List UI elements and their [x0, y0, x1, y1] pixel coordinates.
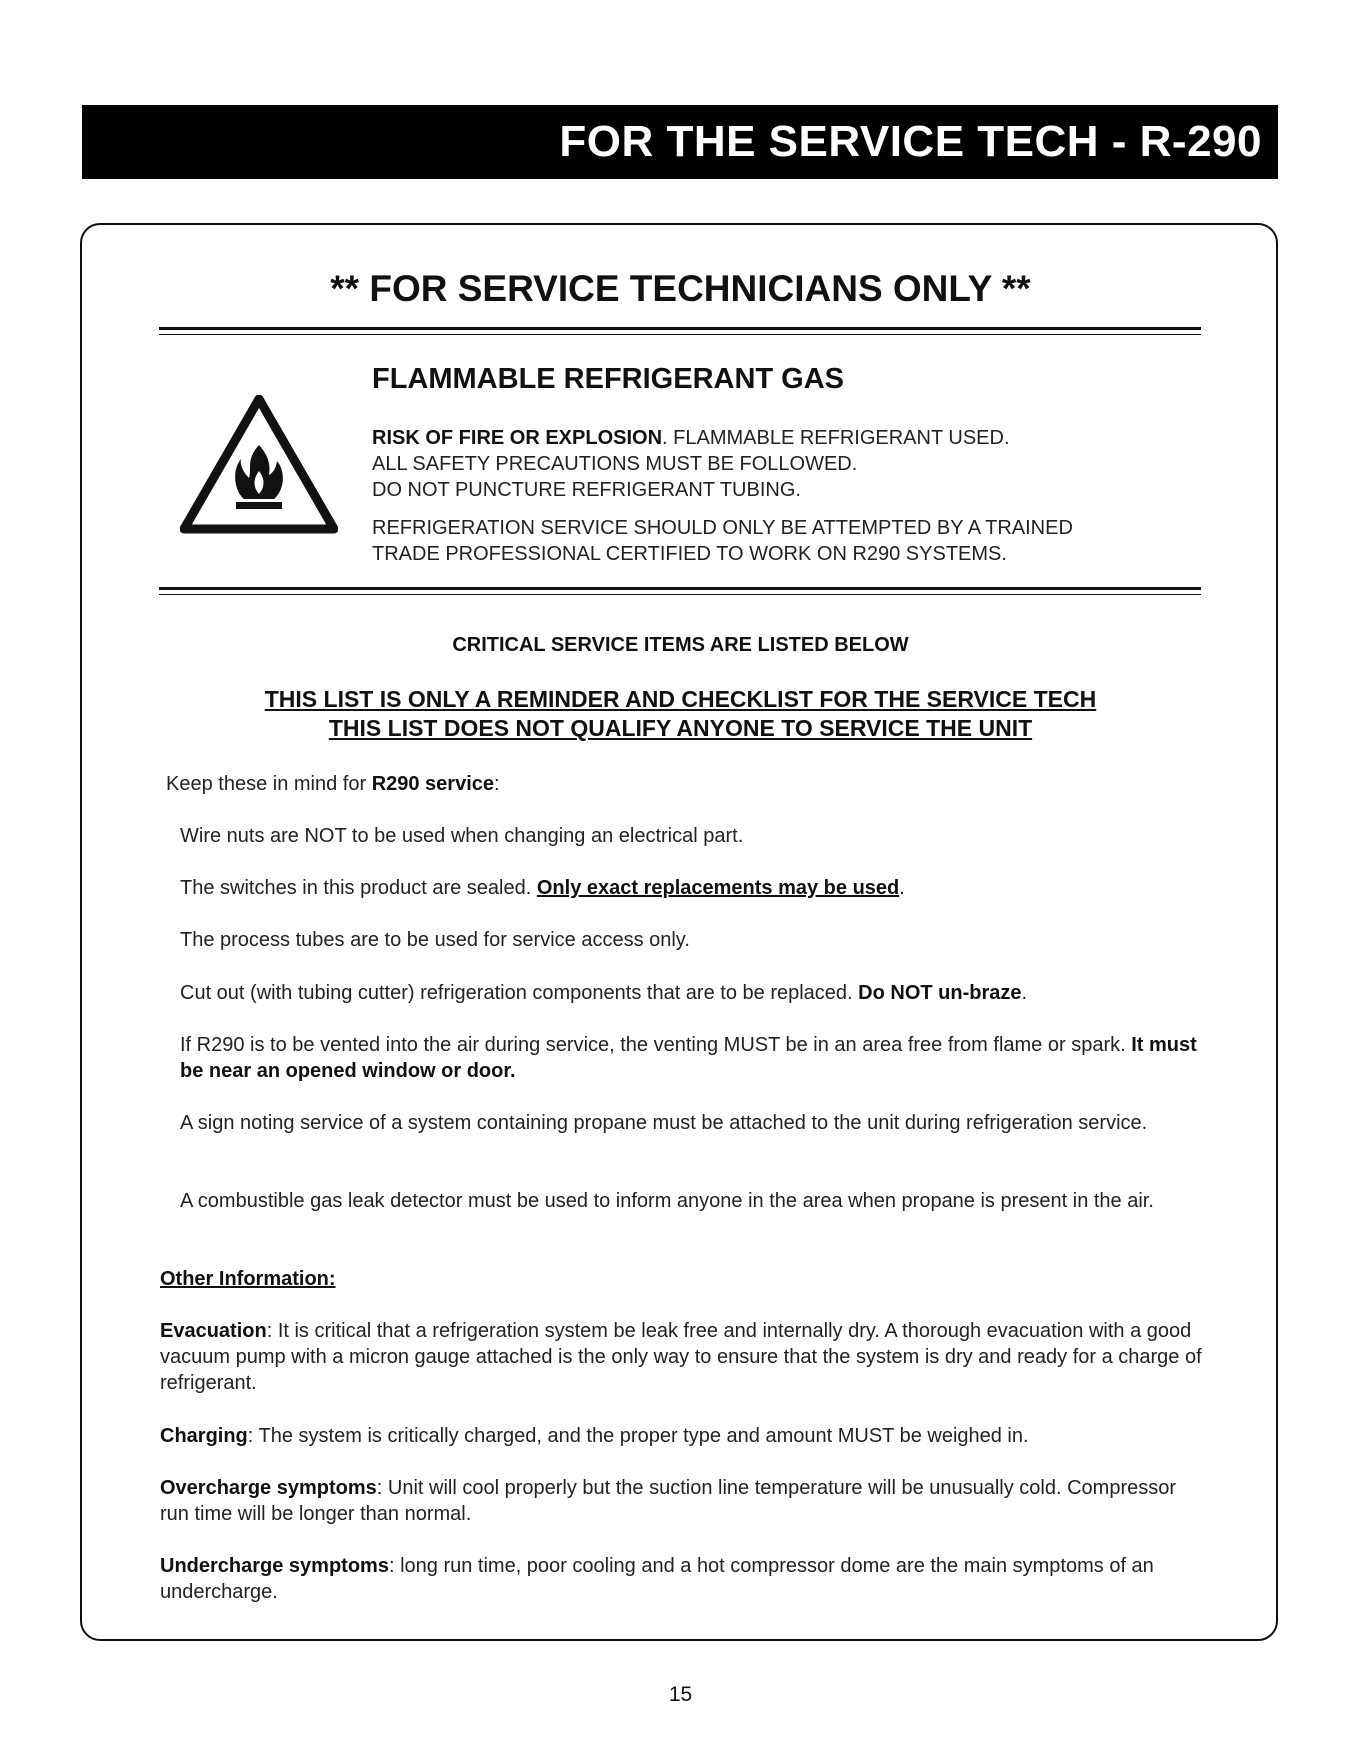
- overcharge-paragraph: Overcharge symptoms: Unit will cool properly but the suction line temperature will be unusually cold. Compressor run time will be longer than normal.: [160, 1477, 1177, 1525]
- flame-warning-icon: [180, 395, 338, 535]
- bottom-divider: [159, 587, 1201, 595]
- risk-bold: RISK OF FIRE OR EXPLOSION: [372, 427, 663, 449]
- risk-rest: . FLAMMABLE REFRIGERANT USED.: [662, 427, 1010, 449]
- precautions-line: ALL SAFETY PRECAUTIONS MUST BE FOLLOWED.: [372, 453, 858, 475]
- overcharge-label: Overcharge symptoms: [160, 1477, 377, 1499]
- do-not-unbraze: Do NOT un-braze: [858, 982, 1022, 1004]
- risk-line: [372, 425, 1010, 451]
- item-cut-out: Cut out (with tubing cutter) refrigeration components that are to be replaced. Do NOT un-braze.: [180, 982, 1028, 1004]
- reminder-line-1: THIS LIST IS ONLY A REMINDER AND CHECKLIST FOR THE SERVICE TECH: [264, 686, 1097, 712]
- puncture-line: DO NOT PUNCTURE REFRIGERANT TUBING.: [372, 479, 801, 501]
- item-process-tubes: The process tubes are to be used for service access only.: [180, 929, 690, 951]
- header-bar: [82, 105, 1278, 179]
- item-sign: A sign noting service of a system containing propane must be attached to the unit during refrigeration service.: [180, 1112, 1148, 1134]
- item-leak-detector: A combustible gas leak detector must be used to inform anyone in the area when propane is present in the air.: [180, 1190, 1154, 1212]
- top-divider: [159, 327, 1201, 335]
- exact-replacements-emphasis: Only exact replacements may be used: [536, 877, 900, 899]
- critical-items-heading: CRITICAL SERVICE ITEMS ARE LISTED BELOW: [452, 634, 909, 656]
- charging-paragraph: Charging: The system is critically charged, and the proper type and amount MUST be weighed in.: [160, 1425, 1029, 1447]
- certified-line: TRADE PROFESSIONAL CERTIFIED TO WORK ON R290 SYSTEMS.: [372, 543, 1007, 565]
- evacuation-paragraph: Evacuation: It is critical that a refrigeration system be leak free and internally dry. A thorough evacuation with a good vacuum pump with a micron gauge attached is the only way to ensure that the system is dry and ready for a charge of refrigerant.: [160, 1320, 1202, 1394]
- header-title: FOR THE SERVICE TECH - R-290: [559, 117, 1262, 166]
- vent-bold: It must be near an opened window or door.: [180, 1034, 1197, 1082]
- flammable-heading: FLAMMABLE REFRIGERANT GAS: [372, 363, 845, 395]
- item-switches: The switches in this product are sealed. Only exact replacements may be used.: [180, 877, 905, 899]
- item-venting: If R290 is to be vented into the air during service, the venting MUST be in an area free from flame or spark. It must be near an opened window or door.: [180, 1034, 1197, 1082]
- intro-line: Keep these in mind for R290 service:: [166, 773, 500, 795]
- intro-bold: R290 service: [371, 773, 495, 795]
- trained-line: REFRIGERATION SERVICE SHOULD ONLY BE ATTEMPTED BY A TRAINED: [372, 517, 1073, 539]
- charging-label: Charging: [160, 1425, 248, 1447]
- evacuation-label: Evacuation: [160, 1320, 267, 1342]
- reminder-line-2: THIS LIST DOES NOT QUALIFY ANYONE TO SERVICE THE UNIT: [328, 715, 1033, 741]
- undercharge-paragraph: Undercharge symptoms: long run time, poor cooling and a hot compressor dome are the main symptoms of an undercharge.: [160, 1555, 1154, 1603]
- other-information-heading: Other Information:: [160, 1268, 336, 1290]
- panel-title: ** FOR SERVICE TECHNICIANS ONLY **: [330, 268, 1031, 309]
- undercharge-label: Undercharge symptoms: [160, 1555, 389, 1577]
- page-number: 15: [668, 1683, 693, 1706]
- item-wire-nuts: Wire nuts are NOT to be used when changing an electrical part.: [180, 825, 744, 847]
